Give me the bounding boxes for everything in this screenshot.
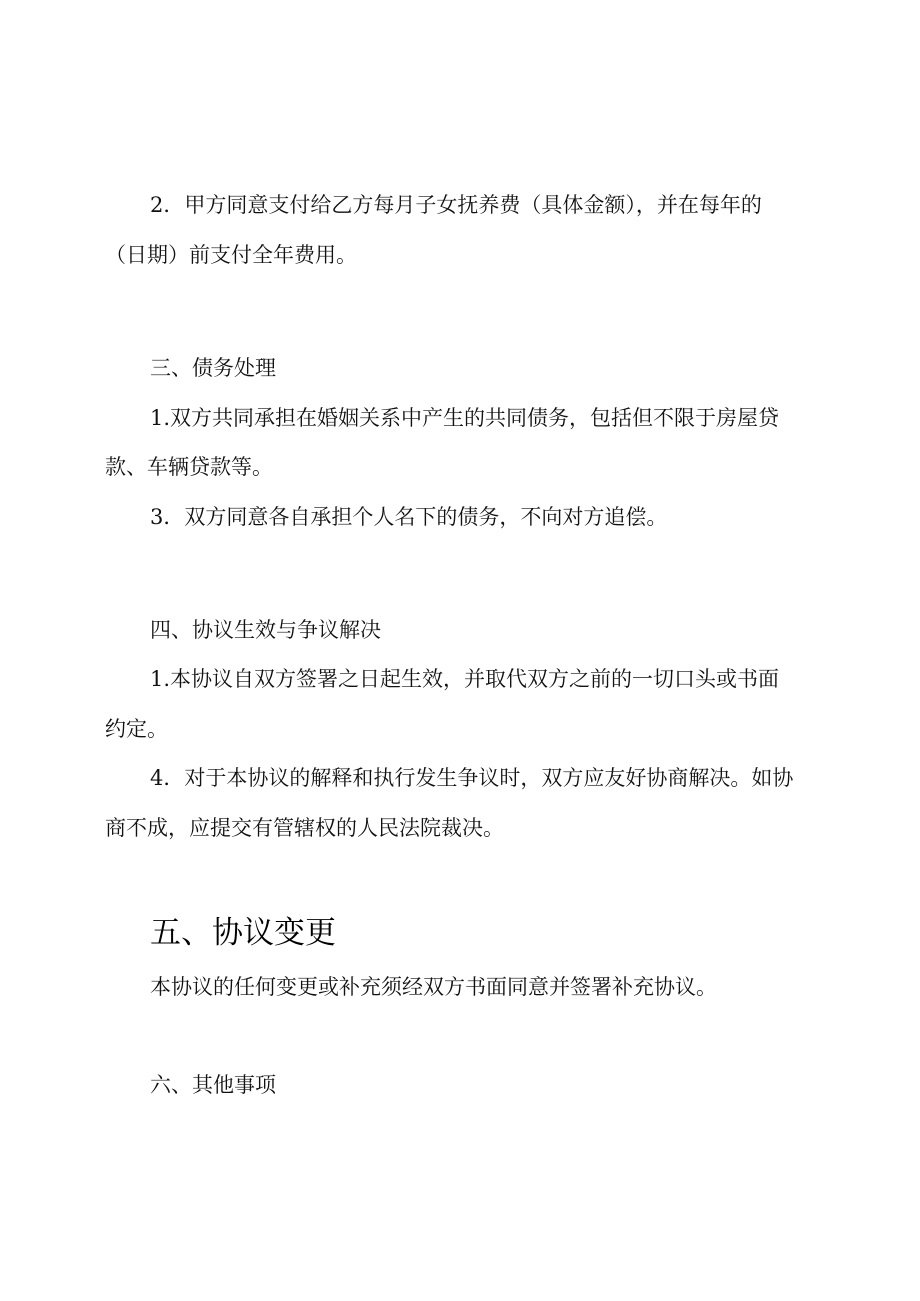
amendment-clause: 本协议的任何变更或补充须经双方书面同意并签署补充协议。 [150,975,717,999]
dispute-clause-line-1: 4．对于本协议的解释和执行发生争议时，双方应友好协商解决。如协 [150,766,794,790]
effective-date-clause-line-1: 1.本协议自双方签署之日起生效，并取代双方之前的一切口头或书面 [150,667,780,691]
shared-debt-clause-line-2: 款、车辆贷款等。 [105,455,273,479]
effective-date-clause-line-2: 约定。 [105,717,168,741]
effectiveness-section-heading: 四、协议生效与争议解决 [150,618,381,642]
shared-debt-clause-line-1: 1.双方共同承担在婚姻关系中产生的共同债务，包括但不限于房屋贷 [150,406,780,430]
other-matters-heading: 六、其他事项 [150,1073,276,1097]
amendment-section-heading: 五、协议变更 [150,915,336,951]
personal-debt-clause: 3．双方同意各自承担个人名下的债务，不向对方追偿。 [150,505,668,529]
child-support-clause-line-1: 2．甲方同意支付给乙方每月子女抚养费（具体金额），并在每年的 [150,193,762,217]
child-support-clause-line-2: （日期）前支付全年费用。 [105,243,357,267]
debt-section-heading: 三、债务处理 [150,356,276,380]
dispute-clause-line-2: 商不成，应提交有管辖权的人民法院裁决。 [105,816,504,840]
